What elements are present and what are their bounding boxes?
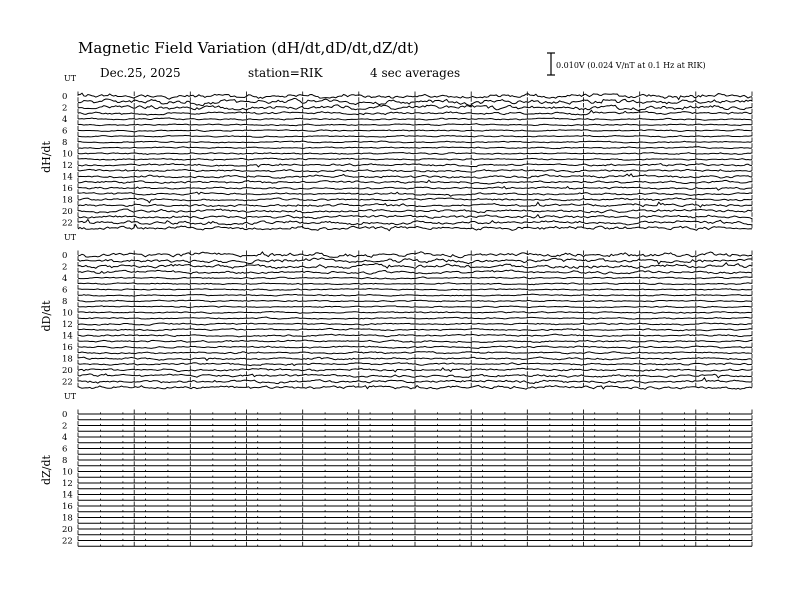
hour-tick-label: 8 (62, 138, 68, 148)
minute-ticks (78, 496, 752, 501)
hour-tick-label: 12 (62, 161, 73, 171)
minute-ticks (78, 320, 752, 325)
minute-ticks (78, 302, 752, 307)
hour-tick-label: 14 (62, 172, 73, 183)
hour-tick-label: 2 (62, 103, 68, 114)
minute-ticks (78, 291, 752, 296)
minute-ticks (78, 410, 752, 415)
hour-tick-label: 8 (62, 456, 68, 466)
hour-tick-label: 14 (62, 490, 73, 501)
hour-tick-label: 14 (62, 331, 73, 342)
minute-ticks (78, 513, 752, 518)
hour-tick-label: 4 (62, 115, 68, 125)
hour-tick-label: 4 (62, 433, 68, 443)
minute-ticks (78, 542, 752, 547)
minute-ticks (78, 456, 752, 461)
hour-tick-label: 10 (62, 308, 73, 319)
hour-tick-label: 6 (62, 285, 68, 296)
ut-axis-label: UT (64, 74, 77, 83)
minute-ticks (78, 507, 752, 512)
hour-tick-label: 22 (62, 377, 73, 388)
panels (40, 74, 752, 547)
panel-ylabel: dH/dt (40, 141, 53, 173)
hour-tick-label: 10 (62, 467, 73, 478)
station-label: station=RIK (248, 66, 323, 80)
minute-ticks (78, 155, 752, 160)
hour-tick-label: 20 (62, 366, 73, 376)
hour-tick-label: 2 (62, 421, 68, 432)
date-label: Dec.25, 2025 (100, 66, 181, 80)
hour-tick-label: 6 (62, 444, 68, 455)
minute-ticks (78, 421, 752, 426)
panel-ylabel: dZ/dt (40, 455, 53, 485)
hour-tick-label: 18 (62, 195, 73, 206)
hour-tick-label: 20 (62, 207, 73, 217)
minute-ticks (78, 184, 752, 189)
minute-ticks (78, 427, 752, 432)
hour-tick-label: 18 (62, 513, 73, 524)
minute-ticks (78, 103, 752, 108)
minute-ticks (78, 415, 752, 420)
hour-tick-label: 8 (62, 297, 68, 307)
minute-ticks (78, 525, 752, 530)
hour-tick-label: 0 (62, 410, 68, 420)
hour-tick-label: 6 (62, 126, 68, 137)
ut-axis-label: UT (64, 392, 77, 401)
minute-ticks (78, 490, 752, 495)
hour-tick-label: 20 (62, 525, 73, 535)
minute-ticks (78, 484, 752, 489)
minute-ticks (78, 438, 752, 443)
minute-ticks (78, 115, 752, 120)
minute-ticks (78, 444, 752, 449)
minute-ticks (78, 433, 752, 438)
minute-ticks (78, 178, 752, 183)
panel-dD-dt (40, 233, 752, 389)
scale-bar (547, 53, 706, 75)
hour-tick-label: 12 (62, 320, 73, 330)
hour-tick-label: 16 (62, 502, 73, 512)
hour-tick-label: 4 (62, 274, 68, 284)
panel-dH-dt (40, 74, 752, 231)
minute-ticks (78, 308, 752, 313)
minute-ticks (78, 138, 752, 143)
hour-tick-label: 22 (62, 218, 73, 229)
hour-tick-label: 16 (62, 184, 73, 194)
minute-ticks (78, 467, 752, 472)
minute-ticks (78, 354, 752, 359)
minute-ticks (78, 536, 752, 541)
hour-tick-label: 16 (62, 343, 73, 353)
minute-ticks (78, 473, 752, 478)
minute-ticks (78, 331, 752, 336)
plot-title: Magnetic Field Variation (dH/dt,dD/dt,dZ/dt) (78, 39, 419, 57)
hour-tick-label: 12 (62, 479, 73, 489)
hour-tick-label: 22 (62, 536, 73, 547)
minute-ticks (78, 450, 752, 455)
hour-tick-label: 0 (62, 251, 68, 261)
minute-ticks (78, 366, 752, 371)
hour-tick-label: 18 (62, 354, 73, 365)
averaging-label: 4 sec averages (370, 66, 461, 80)
minute-ticks (78, 314, 752, 319)
panel-dZ-dt (40, 392, 752, 547)
minute-ticks (78, 479, 752, 484)
hour-tick-label: 0 (62, 92, 68, 102)
hour-tick-label: 2 (62, 262, 68, 273)
minute-ticks (78, 461, 752, 466)
minute-ticks (78, 348, 752, 353)
minute-ticks (78, 201, 752, 206)
scale-bar-label: 0.010V (0.024 V/nT at 0.1 Hz at RIK) (556, 61, 706, 70)
ut-axis-label: UT (64, 233, 77, 242)
minute-ticks (78, 530, 752, 535)
minute-ticks (78, 519, 752, 524)
minute-ticks (78, 279, 752, 284)
hour-tick-label: 10 (62, 149, 73, 160)
minute-ticks (78, 502, 752, 507)
panel-ylabel: dD/dt (40, 300, 53, 332)
